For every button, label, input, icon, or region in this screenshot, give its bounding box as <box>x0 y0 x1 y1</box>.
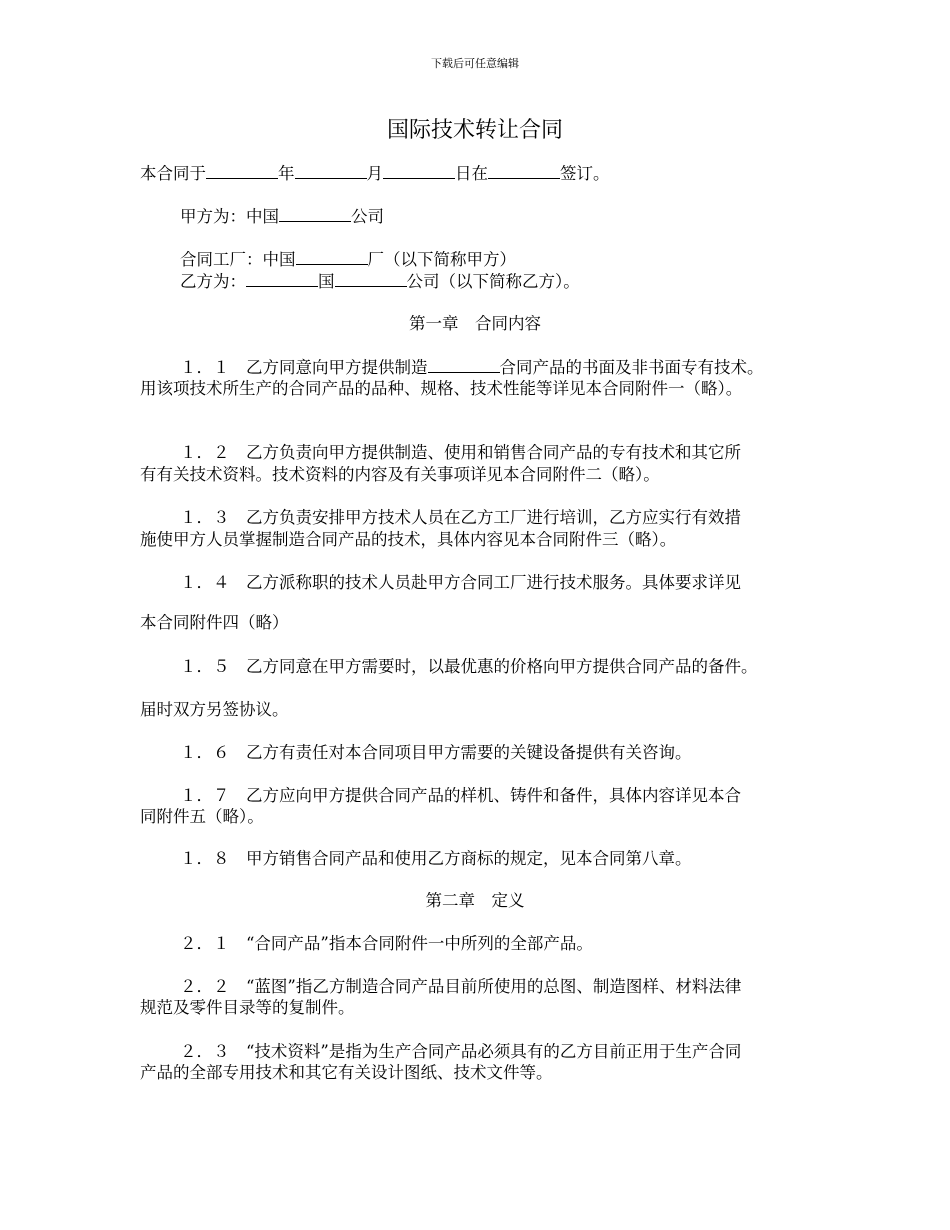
party-a-text: 公司 <box>351 207 384 226</box>
party-b-text: 乙方为： <box>180 272 246 291</box>
blank-company <box>279 205 351 222</box>
clause-1-7-line2: 同附件五（略）。 <box>140 807 264 826</box>
party-b-text: 国 <box>318 272 335 291</box>
party-a-line <box>180 205 830 228</box>
clause-1-5-line1: １．５ 乙方同意在甲方需要时，以最优惠的价格向甲方提供合同产品的备件。 <box>180 657 758 676</box>
clause-text: １．１ 乙方同意向甲方提供制造 <box>180 358 428 377</box>
intro-line <box>140 162 830 185</box>
clause-1-1-line1 <box>180 356 830 379</box>
party-a-text: 甲方为：中国 <box>180 207 279 226</box>
clause-1-2-line2: 有有关技术资料。技术资料的内容及有关事项详见本合同附件二（略）。 <box>140 465 660 484</box>
clause-text: 合同产品的书面及非书面专有技术。 <box>499 358 764 377</box>
blank-product <box>428 356 500 373</box>
intro-text: 本合同于 <box>140 164 206 183</box>
intro-text: 月 <box>366 164 383 183</box>
factory-text: 合同工厂：中国 <box>180 250 296 269</box>
clause-2-3-line1: ２．３ “技术资料”是指为生产合同产品必须具有的乙方目前正用于生产合同 <box>180 1042 742 1061</box>
clause-1-3-line1: １．３ 乙方负责安排甲方技术人员在乙方工厂进行培训，乙方应实行有效措 <box>180 508 741 527</box>
party-b-text: 公司（以下简称乙方）。 <box>406 272 580 291</box>
blank-country <box>246 270 318 287</box>
blank-company-b <box>335 270 407 287</box>
clause-2-2-line1: ２．２ “蓝图”指乙方制造合同产品目前所使用的总图、制造图样、材料法律 <box>180 977 742 996</box>
clause-1-4-line1: １．４ 乙方派称职的技术人员赴甲方合同工厂进行技术服务。具体要求详见 <box>180 573 741 592</box>
blank-year <box>206 162 278 179</box>
clause-1-3-line2: 施使甲方人员掌握制造合同产品的技术，具体内容见本合同附件三（略）。 <box>140 530 677 549</box>
intro-text: 年 <box>278 164 295 183</box>
factory-text: 厂（以下简称甲方） <box>367 250 516 269</box>
clause-2-2-line2: 规范及零件目录等的复制件。 <box>140 998 355 1017</box>
chapter-2-heading: 第二章 定义 <box>425 891 525 910</box>
intro-text: 签订。 <box>560 164 610 183</box>
clause-1-5-line2: 届时双方另签协议。 <box>140 700 289 719</box>
clause-1-8-line1: １．８ 甲方销售合同产品和使用乙方商标的规定，见本合同第八章。 <box>180 849 692 868</box>
clause-2-3-line2: 产品的全部专用技术和其它有关设计图纸、技术文件等。 <box>140 1063 553 1082</box>
clause-1-2-line1: １．２ 乙方负责向甲方提供制造、使用和销售合同产品的专有技术和其它所 <box>180 443 741 462</box>
factory-line <box>180 248 830 271</box>
blank-day <box>383 162 455 179</box>
blank-factory <box>296 248 368 265</box>
clause-1-6-line1: １．６ 乙方有责任对本合同项目甲方需要的关键设备提供有关咨询。 <box>180 743 692 762</box>
party-b-line <box>180 270 830 293</box>
chapter-1-heading: 第一章 合同内容 <box>409 314 541 333</box>
clause-1-1-line2: 用该项技术所生产的合同产品的品种、规格、技术性能等详见本合同附件一（略）。 <box>140 379 743 398</box>
clause-1-7-line1: １．７ 乙方应向甲方提供合同产品的样机、铸件和备件，具体内容详见本合 <box>180 786 741 805</box>
blank-month <box>295 162 367 179</box>
blank-place <box>488 162 560 179</box>
intro-text: 日在 <box>455 164 488 183</box>
clause-1-4-line2: 本合同附件四（略） <box>140 613 289 632</box>
document-title: 国际技术转让合同 <box>386 118 563 143</box>
page-header: 下载后可任意编辑 <box>431 57 519 70</box>
clause-2-1-line1: ２．１ “合同产品”指本合同附件一中所列的全部产品。 <box>180 934 593 953</box>
